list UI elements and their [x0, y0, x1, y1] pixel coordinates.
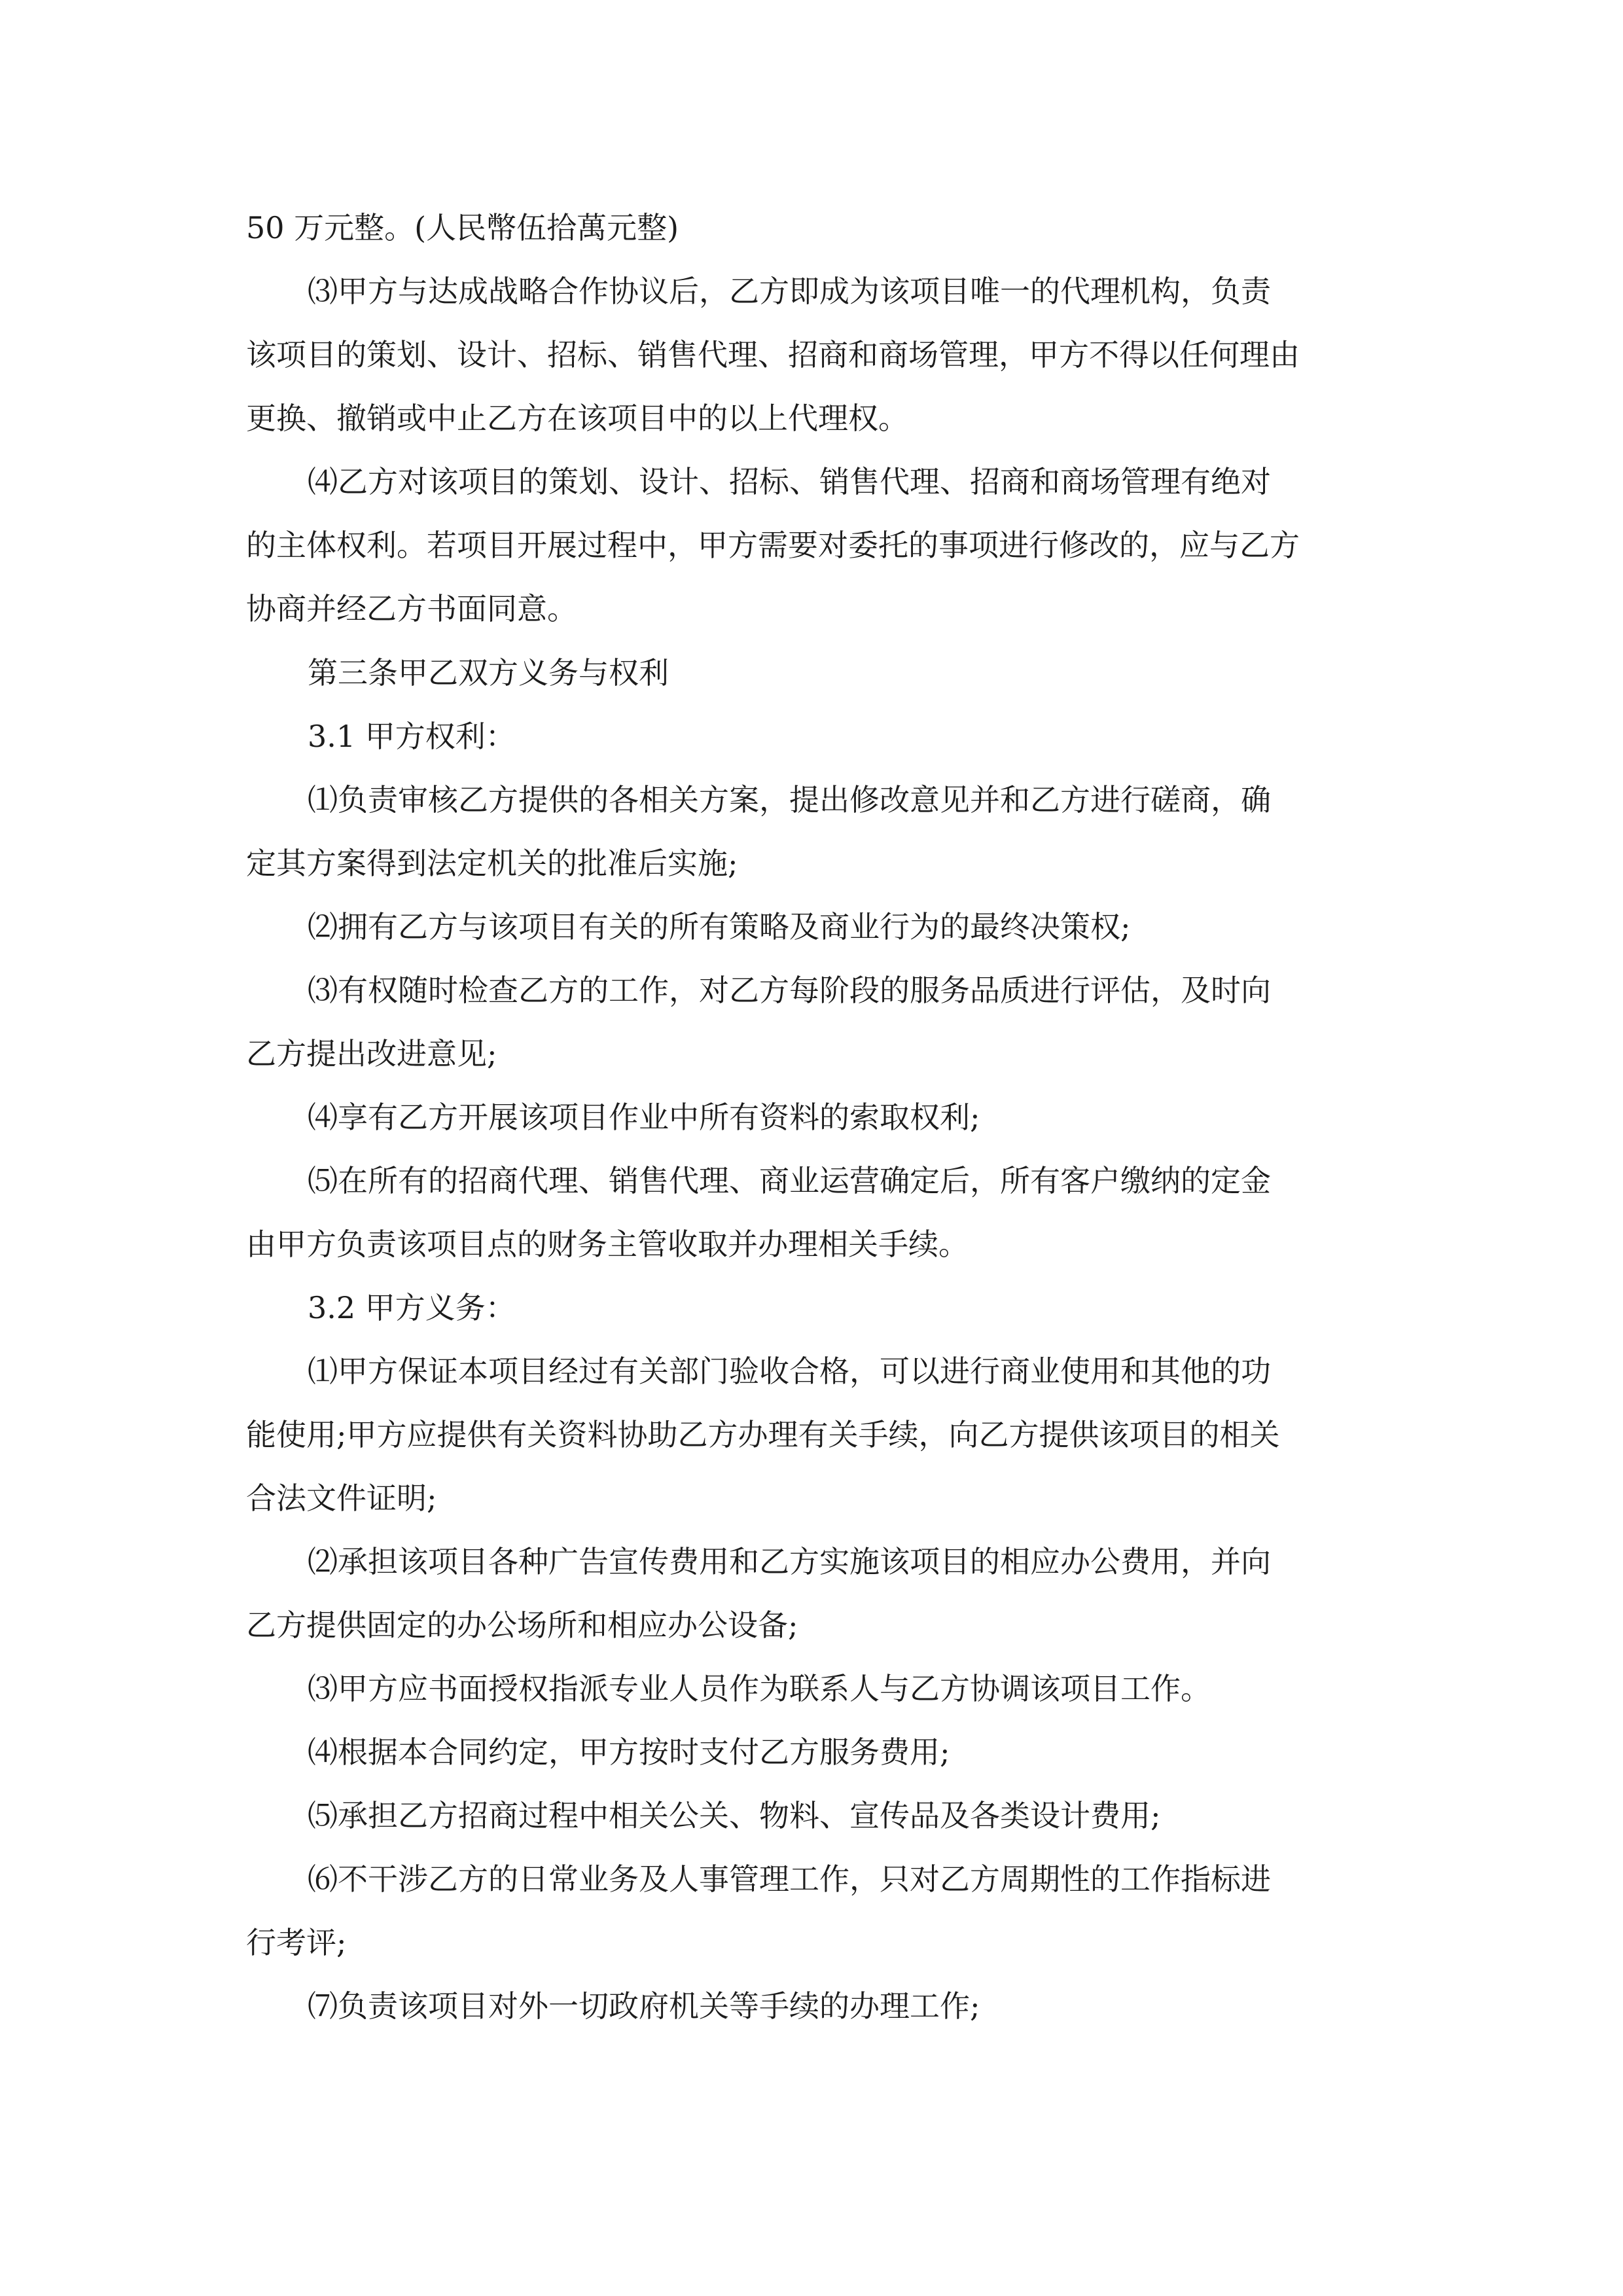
text-line: 乙方提出改进意见;: [246, 1036, 497, 1071]
text-line: ⑺负责该项目对外一切政府机关等手续的办理工作;: [308, 1988, 980, 2024]
text-line: 更换、撤销或中止乙方在该项目中的以上代理权。: [246, 401, 908, 436]
text-line: ⑶有权随时检查乙方的工作，对乙方每阶段的服务品质进行评估，及时向: [308, 973, 1271, 1008]
text-line: ⑵拥有乙方与该项目有关的所有策略及商业行为的最终决策权;: [308, 909, 1131, 944]
text-line: 由甲方负责该项目点的财务主管收取并办理相关手续。: [246, 1227, 969, 1262]
text-line: ⑴负责审核乙方提供的各相关方案，提出修改意见并和乙方进行磋商，确: [308, 782, 1271, 817]
text-line: 的主体权利。若项目开展过程中，甲方需要对委托的事项进行修改的，应与乙方: [246, 528, 1300, 563]
subsection-heading: 3.2 甲方义务：: [308, 1290, 516, 1325]
text-line: 定其方案得到法定机关的批准后实施;: [246, 846, 738, 881]
text-line: ⑸在所有的招商代理、销售代理、商业运营确定后，所有客户缴纳的定金: [308, 1163, 1271, 1198]
text-line: 50 万元整。(人民幣伍拾萬元整): [246, 210, 679, 245]
text-line: 合法文件证明;: [246, 1480, 437, 1516]
text-line: ⑶甲方应书面授权指派专业人员作为联系人与乙方协调该项目工作。: [308, 1671, 1211, 1706]
section-heading: 第三条甲乙双方义务与权利: [308, 655, 669, 691]
text-line: 协商并经乙方书面同意。: [246, 591, 577, 626]
subsection-heading: 3.1 甲方权利：: [308, 719, 516, 754]
text-line: ⑶甲方与达成战略合作协议后，乙方即成为该项目唯一的代理机构，负责: [308, 274, 1271, 309]
text-line: ⑷根据本合同约定，甲方按时支付乙方服务费用;: [308, 1734, 950, 1770]
text-line: 该项目的策划、设计、招标、销售代理、招商和商场管理，甲方不得以任何理由: [246, 337, 1300, 372]
text-line: ⑸承担乙方招商过程中相关公关、物料、宣传品及各类设计费用;: [308, 1798, 1161, 1833]
text-line: ⑴甲方保证本项目经过有关部门验收合格，可以进行商业使用和其他的功: [308, 1354, 1271, 1389]
text-line: 能使用;甲方应提供有关资料协助乙方办理有关手续，向乙方提供该项目的相关: [246, 1417, 1280, 1452]
text-line: ⑷享有乙方开展该项目作业中所有资料的索取权利;: [308, 1100, 980, 1135]
text-line: ⑷乙方对该项目的策划、设计、招标、销售代理、招商和商场管理有绝对: [308, 464, 1271, 499]
text-line: ⑵承担该项目各种广告宣传费用和乙方实施该项目的相应办公费用，并向: [308, 1544, 1271, 1579]
text-line: 行考评;: [246, 1925, 347, 1960]
text-line: ⑹不干涉乙方的日常业务及人事管理工作，只对乙方周期性的工作指标进: [308, 1861, 1271, 1897]
text-line: 乙方提供固定的办公场所和相应办公设备;: [246, 1607, 798, 1643]
